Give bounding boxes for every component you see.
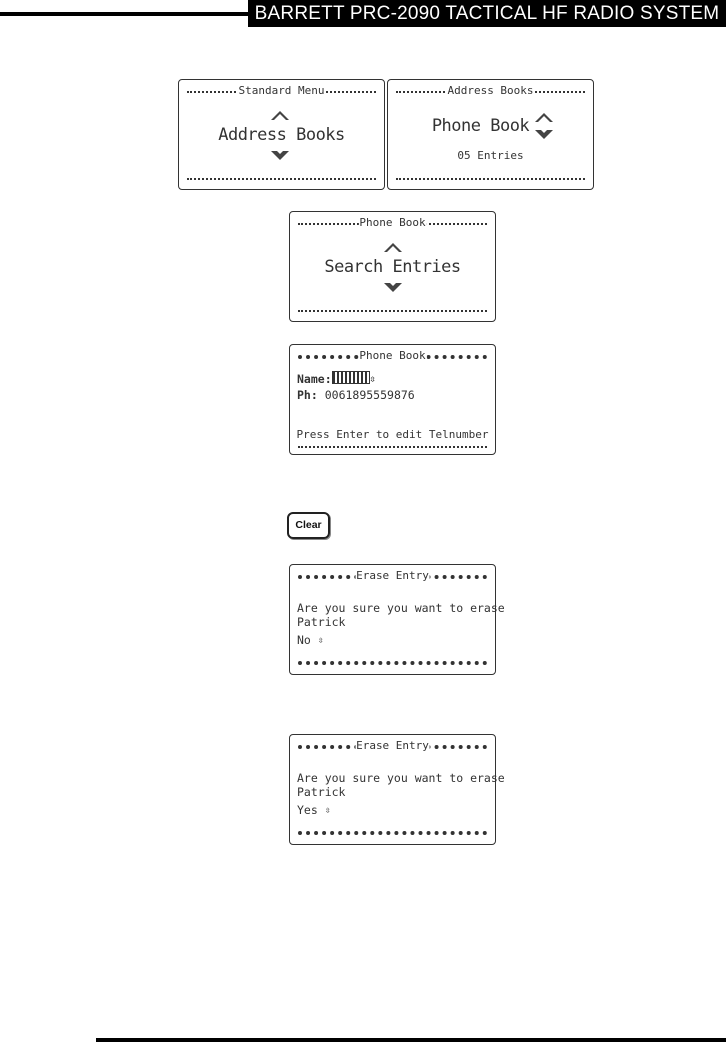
erase-question: Are you sure you want to erase [297, 771, 505, 785]
erase-choice-row [297, 633, 324, 648]
page-header: BARRETT PRC-2090 TACTICAL HF RADIO SYSTEM [248, 0, 726, 27]
block-cursor-icon [332, 371, 370, 384]
lcd-title: Phone Book [359, 216, 426, 229]
lcd-title-bar [187, 86, 376, 98]
menu-item: Search Entries [324, 257, 461, 277]
lcd-erase-entry-yes [289, 734, 505, 845]
lcd-title: Address Books [447, 84, 534, 97]
name-label: Name: [297, 372, 332, 386]
up-down-arrow-icon: ⇳ [369, 374, 376, 385]
erase-choice: Yes [297, 803, 318, 817]
lcd-bottom-rule [187, 178, 376, 180]
lcd-title-bar [298, 351, 487, 363]
menu-item: Address Books [218, 125, 345, 145]
lcd-bottom-rule [298, 446, 487, 448]
lcd-bottom-rule [298, 661, 487, 665]
lcd-phone-book-search [289, 211, 496, 322]
scroll-down-icon [535, 130, 553, 139]
lcd-bottom-rule [298, 831, 487, 835]
lcd-title: Erase Entry [356, 739, 429, 752]
up-down-arrow-icon: ⇳ [317, 635, 324, 646]
header-rule [0, 12, 250, 16]
erase-choice-row [297, 803, 331, 818]
lcd-standard-menu [178, 79, 385, 190]
lcd-bottom-rule [396, 178, 585, 180]
scroll-up-icon [271, 111, 289, 120]
lcd-phone-book-entry [289, 344, 496, 455]
clear-key[interactable]: Clear [287, 512, 330, 539]
erase-name: Patrick [297, 785, 346, 799]
entry-count: 05 Entries [457, 149, 524, 162]
erase-question: Are you sure you want to erase [297, 601, 505, 615]
lcd-title: Phone Book [359, 349, 426, 362]
lcd-title-bar [396, 86, 585, 98]
scroll-up-icon [384, 243, 402, 252]
lcd-title-bar [298, 218, 487, 230]
name-row [297, 371, 376, 387]
lcd-title: Erase Entry [356, 569, 429, 582]
scroll-up-icon [535, 113, 553, 122]
lcd-title-bar [298, 571, 487, 583]
footer-rule [96, 1038, 726, 1042]
lcd-title-bar [298, 741, 487, 753]
scroll-down-icon [271, 151, 289, 160]
up-down-arrow-icon: ⇳ [324, 805, 331, 816]
lcd-erase-entry-no [289, 564, 505, 675]
erase-choice: No [297, 633, 311, 647]
menu-item: Phone Book [431, 116, 530, 136]
phone-label: Ph: [297, 388, 318, 402]
erase-name: Patrick [297, 615, 346, 629]
phone-value: 0061895559876 [324, 388, 415, 402]
scroll-down-icon [384, 283, 402, 292]
hint-text: Press Enter to edit Telnumber [296, 428, 489, 441]
lcd-bottom-rule [298, 310, 487, 312]
lcd-title: Standard Menu [238, 84, 325, 97]
lcd-address-books [387, 79, 594, 190]
phone-row [297, 388, 415, 402]
